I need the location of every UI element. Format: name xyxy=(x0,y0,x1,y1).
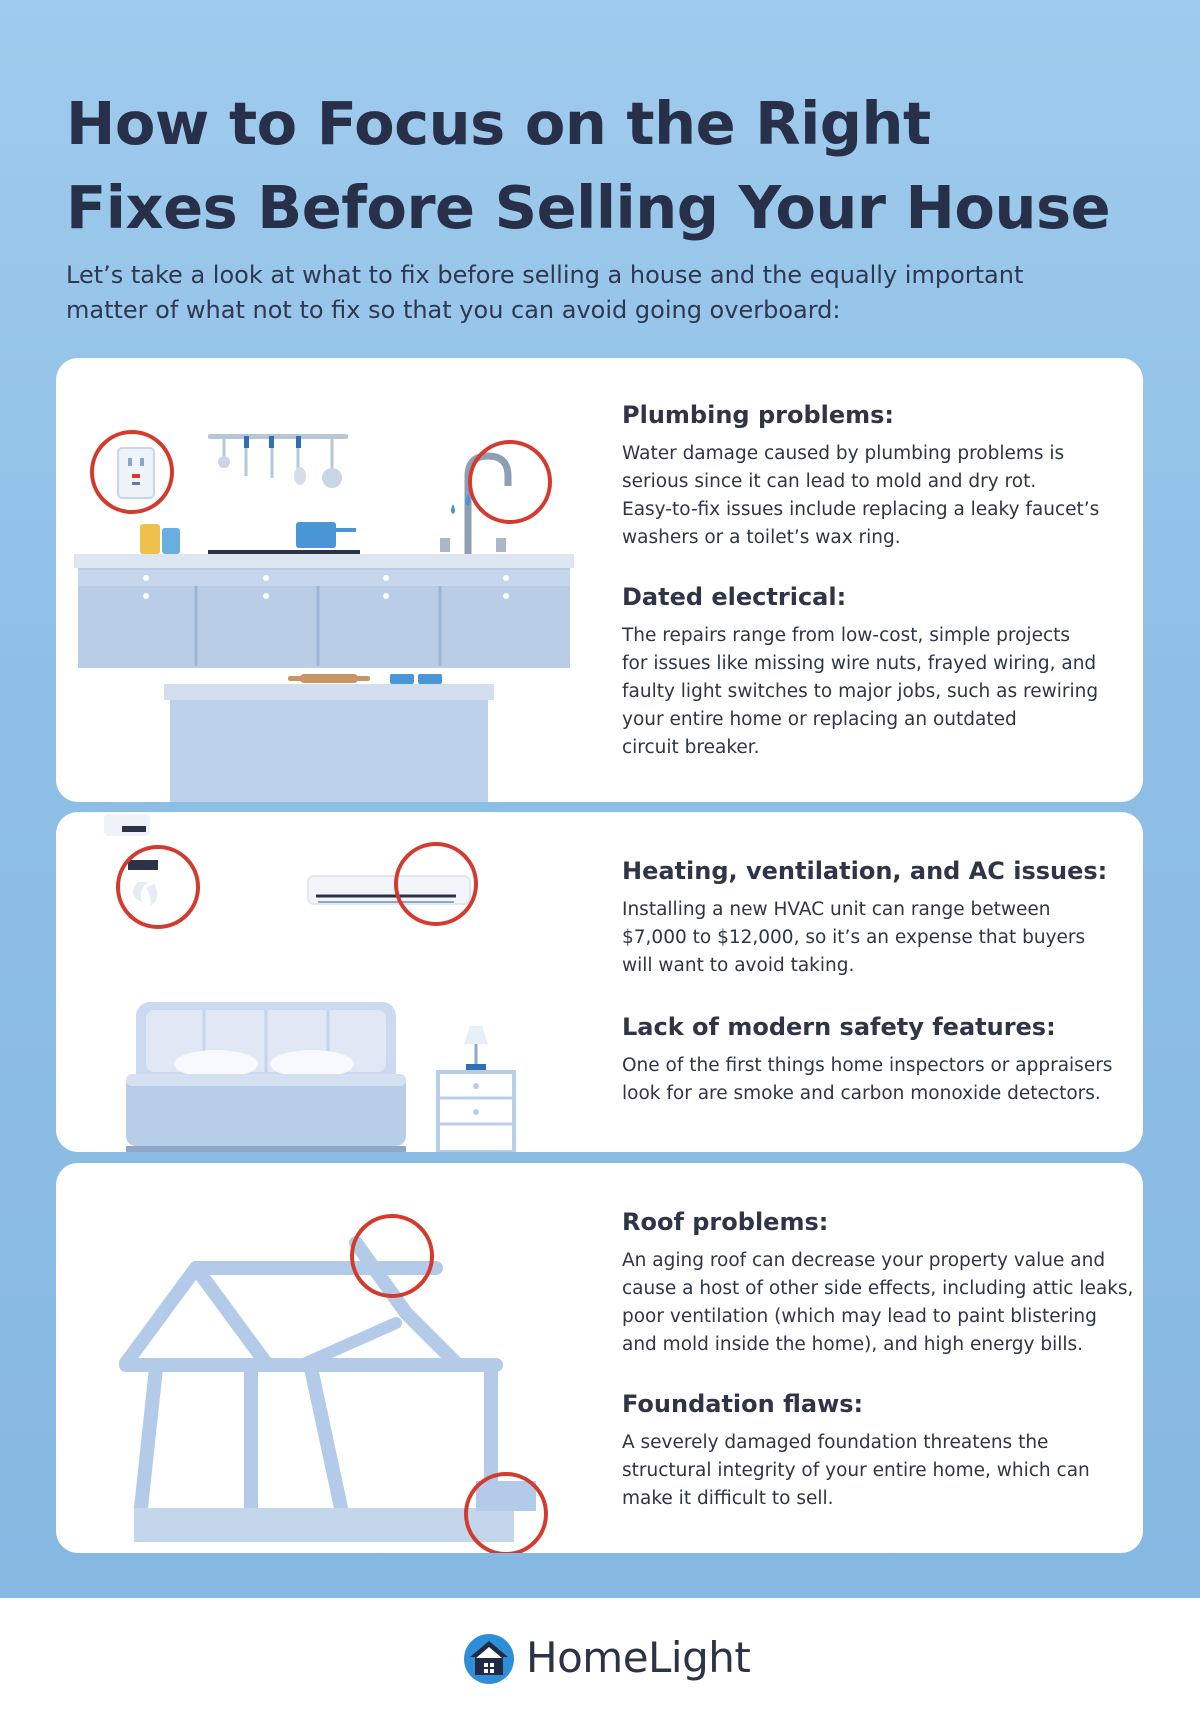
utensil-rail-icon xyxy=(208,434,348,488)
section-body xyxy=(622,896,1143,980)
highlight-ring-detector xyxy=(118,847,198,927)
air-conditioner-icon xyxy=(308,876,470,904)
section-body xyxy=(622,440,1143,552)
section-heading: Plumbing problems: xyxy=(622,401,895,429)
section-hvac xyxy=(622,856,1143,980)
countertop xyxy=(74,554,574,568)
body-line: your entire home or replacing an outdated xyxy=(622,709,1017,730)
section-heading: Lack of modern safety features: xyxy=(622,1013,1056,1041)
body-line: washers or a toilet’s wax ring. xyxy=(622,527,901,548)
body-line: The repairs range from low-cost, simple projects xyxy=(622,625,1071,646)
detector-icon xyxy=(128,860,158,870)
house-logo-icon xyxy=(462,1631,516,1685)
body-line: Installing a new HVAC unit can range between xyxy=(622,899,1051,920)
lamp-icon xyxy=(464,1026,488,1044)
body-line: Water damage caused by plumbing problems is xyxy=(622,443,1065,464)
section-body xyxy=(622,1052,1143,1108)
body-line: An aging roof can decrease your property value and xyxy=(622,1250,1106,1271)
section-heading: Heating, ventilation, and AC issues: xyxy=(622,857,1108,885)
body-line: poor ventilation (which may lead to paint blistering xyxy=(622,1306,1097,1327)
body-line: will want to avoid taking. xyxy=(622,955,855,976)
title-line-1: How to Focus on the Right xyxy=(66,89,931,158)
section-electrical xyxy=(622,582,1143,762)
page-title xyxy=(66,82,1146,250)
jar-icon xyxy=(140,524,160,554)
card-kitchen xyxy=(56,358,1143,802)
foundation-slab xyxy=(134,1508,514,1542)
section-roof xyxy=(622,1207,1143,1359)
footer xyxy=(0,1598,1200,1710)
section-heading: Dated electrical: xyxy=(622,583,847,611)
house-frame-illustration xyxy=(56,1163,636,1553)
homelight-logo[interactable] xyxy=(462,1628,750,1688)
card-house-frame xyxy=(56,1163,1143,1553)
smoke-detector-icon xyxy=(104,814,150,836)
body-line: serious since it can lead to mold and dry rot. xyxy=(622,471,1037,492)
pillow-icon xyxy=(174,1050,258,1078)
body-line: $7,000 to $12,000, so it’s an expense that buyers xyxy=(622,927,1086,948)
house-frame-icon xyxy=(126,1243,496,1508)
body-line: cause a host of other side effects, including attic leaks, xyxy=(622,1278,1134,1299)
body-line: look for are smoke and carbon monoxide detectors. xyxy=(622,1083,1101,1104)
bowl-icon xyxy=(390,674,414,684)
section-body xyxy=(622,1247,1143,1359)
intro-line-2: matter of what not to fix so that you can avoid going overboard: xyxy=(66,296,841,324)
card-bedroom xyxy=(56,812,1143,1152)
title-line-2: Fixes Before Selling Your House xyxy=(66,173,1111,242)
body-line: One of the first things home inspectors or appraisers xyxy=(622,1055,1113,1076)
section-heading: Roof problems: xyxy=(622,1208,829,1236)
kitchen-island xyxy=(164,684,494,700)
body-line: Easy-to-fix issues include replacing a leaky faucet’s xyxy=(622,499,1100,520)
outlet-icon xyxy=(118,448,154,498)
section-heading: Foundation flaws: xyxy=(622,1390,864,1418)
intro-text xyxy=(66,258,1066,328)
body-line: make it difficult to sell. xyxy=(622,1488,834,1509)
bedroom-illustration xyxy=(56,812,636,1152)
section-body xyxy=(622,622,1143,762)
section-foundation xyxy=(622,1389,1143,1513)
body-line: circuit breaker. xyxy=(622,737,760,758)
section-safety xyxy=(622,1012,1143,1108)
section-body xyxy=(622,1429,1143,1513)
intro-line-1: Let’s take a look at what to fix before selling a house and the equally important xyxy=(66,261,1024,289)
section-plumbing xyxy=(622,400,1143,552)
body-line: and mold inside the home), and high energy bills. xyxy=(622,1334,1084,1355)
pot-icon xyxy=(296,522,336,548)
body-line: structural integrity of your entire home, which can xyxy=(622,1460,1090,1481)
brand-name: HomeLight xyxy=(526,1633,751,1682)
body-line: faulty light switches to major jobs, such as rewiring xyxy=(622,681,1099,702)
kitchen-illustration xyxy=(56,358,636,802)
body-line: A severely damaged foundation threatens the xyxy=(622,1432,1049,1453)
body-line: for issues like missing wire nuts, frayed wiring, and xyxy=(622,653,1097,674)
